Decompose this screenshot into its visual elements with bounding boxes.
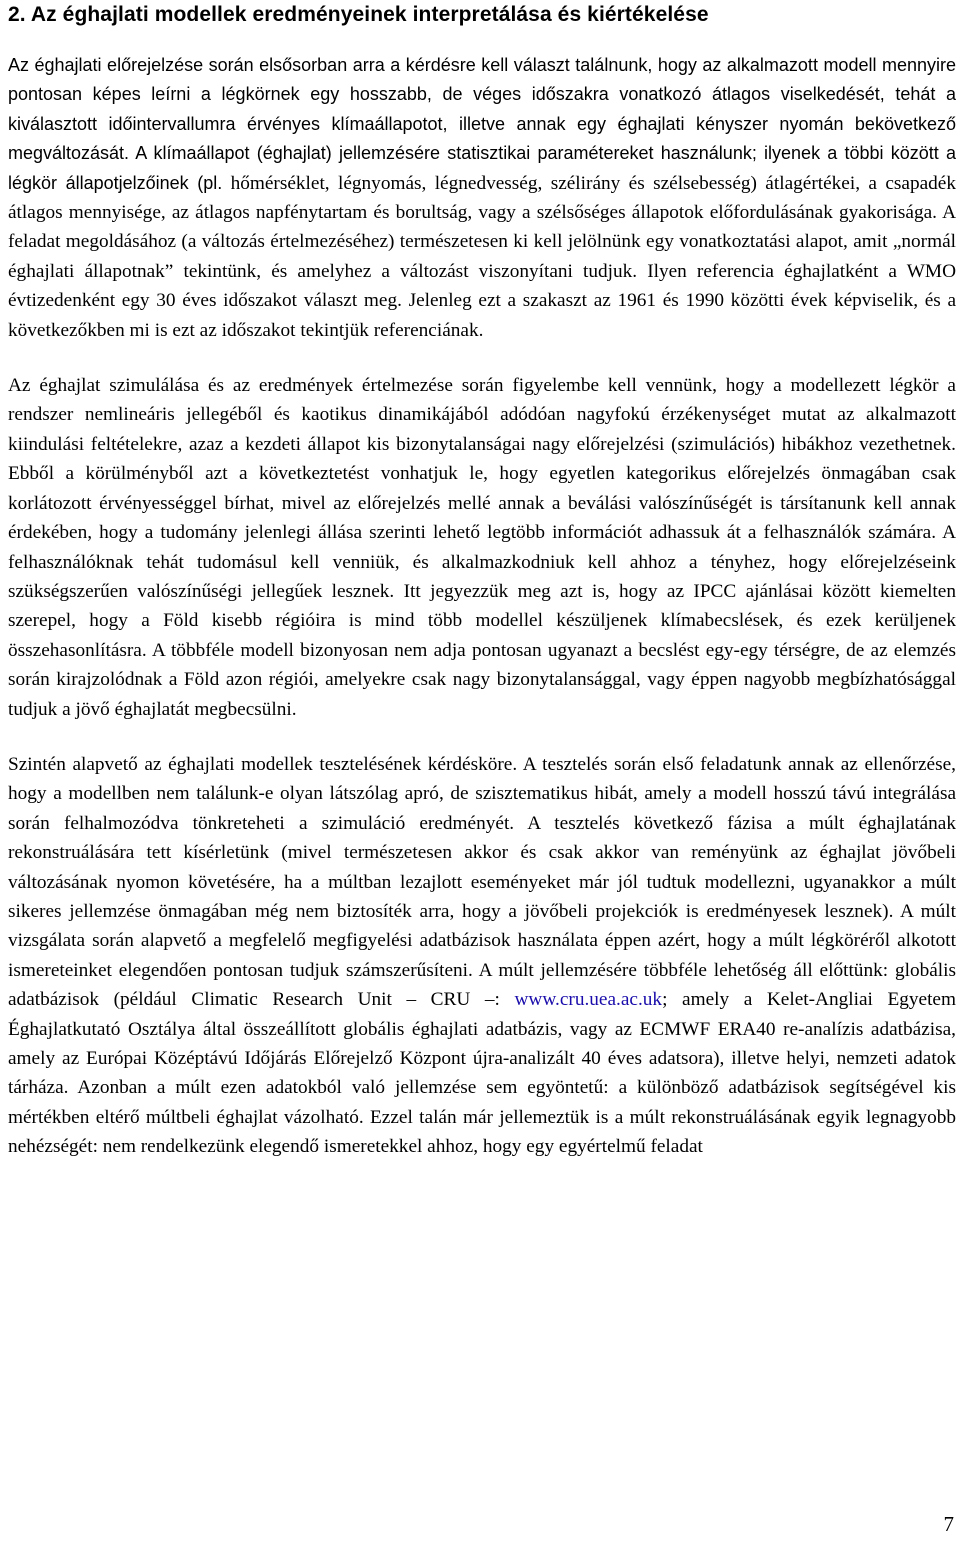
paragraph-1-sans-run: Az éghajlati előrejelzése során elsősorban arra a kérdésre kell választ találnunk, hogy az alkalmazott modell mennyire pontosan képes leírni a légkörnek egy hosszabb, de véges időszakra vonatkozó átlagos viselkedését, tehát a kiválasztott időintervallumra érvényes klímaállapotot, illetve annak egy éghajlati kényszer nyomán bekövetkező megváltozását. A klímaállapot (éghajlat) jellemzésére statisztikai paramétereket használunk; ilyenek a többi között a légkör állapotjelzőinek (pl. [8,55,956,193]
paragraph-3-text-after-link: ; amely a Kelet-Angliai Egyetem Éghajlatkutató Osztálya által összeállított globális éghajlati adatbázis, vagy az ECMWF ERA40 re-analízis adatbázisa, amely az Európai Középtávú Időjárás Előrejelző Központ újra-analizált 40 éves adatsora), illetve helyi, nemzeti adatok tárháza. Azonban a múlt ezen adatokból való jellemzése sem egyöntetű: a különböző adatbázisok segítségével kis mértékben eltérő múltbeli éghajlat vázolható. Ezzel talán már jellemeztük is a múlt rekonstruálásának egyik legnagyobb nehézségét: nem rendelkezünk elegendő ismeretekkel ahhoz, hogy egy egyértelmű feladat [8,989,956,1158]
section-heading: 2. Az éghajlati modellek eredményeinek interpretálása és kiértékelése [8,3,709,26]
paragraph-1-serif-run: hőmérséklet, légnyomás, légnedvesség, szélirány és szélsebesség) átlagértékei, a csapadék átlagos mennyisége, az átlagos napfénytartam és borultság, vagy a szélsőséges állapotok előfordulásának gyakorisága. A feladat megoldásához (a változás értelmezéséhez) természetesen ki kell jelölnünk egy vonatkoztatási alapot, amit „normál éghajlati állapotnak” tekintünk, és amelyhez a változást viszonyítani tudjuk. Ilyen referencia éghajlatként a WMO évtizedenként egy 30 éves időszakot választ meg. Jelenleg ezt a szakaszt az 1961 és 1990 közötti évek képviselik, és a következőkben mi is ezt az időszakot tekintjük referenciának. [8,172,956,341]
paragraph-1 [8,51,956,345]
paragraph-2: Az éghajlat szimulálása és az eredmények értelmezése során figyelembe kell vennünk, hogy a modellezett légkör a rendszer nemlineáris jellegéből és kaotikus dinamikájából adódóan nagyfokú érzékenységet mutat az alkalmazott kiindulási feltételekre, azaz a kezdeti állapot kis bizonytalanságai nagy előrejelzési (szimulációs) hibákhoz vezethetnek. Ebből a körülményből azt a következtetést vonhatjuk le, hogy egyetlen kategorikus előrejelzés önmagában csak korlátozott érvényességgel bírhat, mivel az előrejelzés mellé annak a beválási valószínűségét is társítanunk kell annak érdekében, hogy a tudomány jelenlegi állása szerinti lehető legtöbb információt adhassuk át a felhasználók számára. A felhasználóknak tehát tudomásul kell venniük, és alkalmazkodniuk kell ahhoz a tényhez, hogy előrejelzéseink szükségszerűen valószínűségi jellegűek lesznek. Itt jegyezzük meg azt is, hogy az IPCC ajánlásai között kiemelten szerepel, hogy a Föld kisebb régióira is mind több modellel készüljenek klímabecslések, és ezek kerüljenek összehasonlításra. A többféle modell bizonyosan nem adja pontosan ugyanazt a becslést egy-egy térségre, de az elemzés során kirajzolódnak a Föld azon régiói, amelyekre csak nagy bizonytalansággal, vagy éppen nagyobb megbízhatósággal tudjuk a jövő éghajlatát megbecsülni. [8,375,956,720]
cru-website-link[interactable]: www.cru.uea.ac.uk [514,989,663,1011]
paragraph-3 [8,750,956,1162]
paragraph-3-text-before-link: Szintén alapvető az éghajlati modellek tesztelésének kérdésköre. A tesztelés során első feladatunk annak az ellenőrzése, hogy a modellben nem találunk-e olyan látszólag apró, de szisztematikus hibát, amely a modell hosszú távú integrálása során felhalmozódva tönkreteheti a szimuláció eredményét. A tesztelés következő fázisa a múlt éghajlatának rekonstruálására tett kísérletünk (mivel természetesen akkor és csak akkor van reményünk az éghajlat jövőbeli változásának nyomon követésére, ha a múltban lezajlott eseményeket már jól tudtuk modellezni, ugyanakkor a múlt sikeres jellemzése önmagában még nem biztosíték arra, hogy a jövőbeli projekciók is eredményesek lesznek). A múlt vizsgálata során alapvető a megfelelő megfigyelési adatbázisok használata éppen azért, hogy a múlt légköréről alkotott ismereteinket elegendően pontosan tudjuk számszerűsíteni. A múlt jellemzésére többféle lehetőség áll előttünk: globális adatbázisok (például Climatic Research Unit – CRU –: [8,753,956,1011]
document-page [8,0,956,1162]
page-number: 7 [943,1512,954,1536]
